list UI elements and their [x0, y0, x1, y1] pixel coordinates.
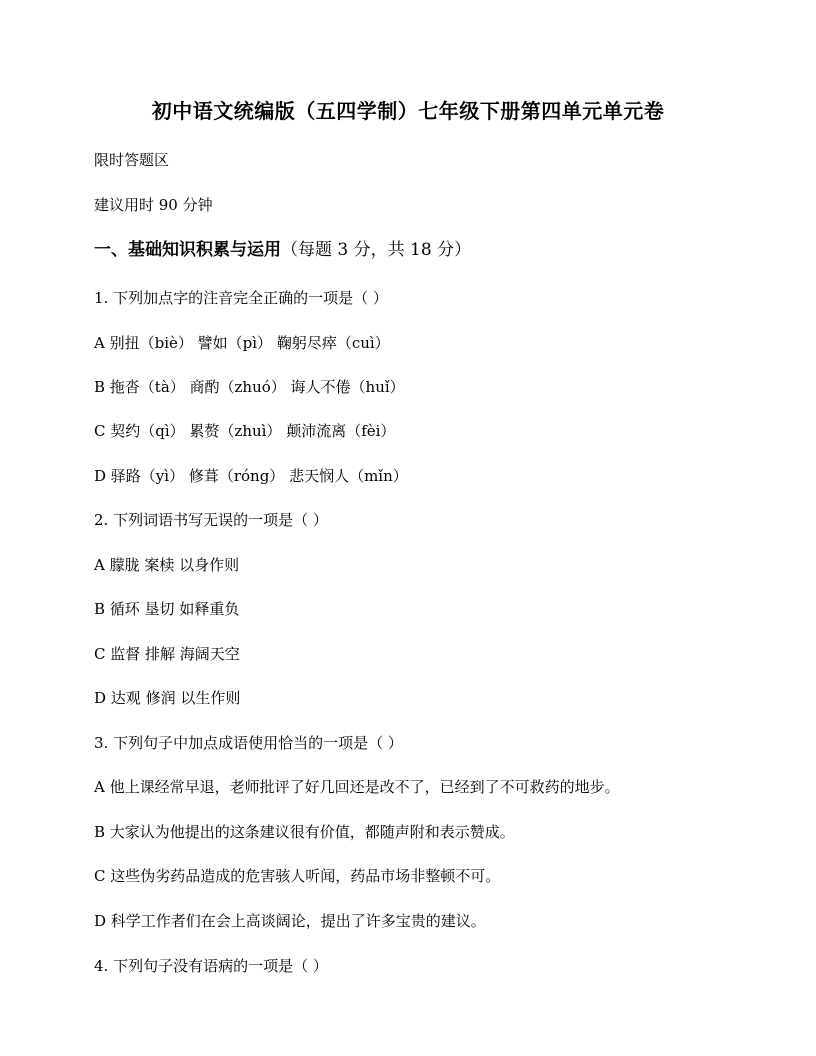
- section-title: 一、基础知识积累与运用: [94, 240, 281, 260]
- question-1-stem: 1. 下列加点字的注音完全正确的一项是（ ）: [94, 289, 388, 307]
- question-1-option-a: A 别扭（biè） 譬如（pì） 鞠躬尽瘁（cuì）: [94, 334, 390, 352]
- question-3-option-c: C 这些伪劣药品造成的危害骇人听闻，药品市场非整顿不可。: [94, 867, 501, 885]
- question-1-option-c: C 契约（qì） 累赘（zhuì） 颠沛流离（fèi）: [94, 422, 396, 440]
- question-2-stem: 2. 下列词语书写无误的一项是（ ）: [94, 511, 328, 529]
- question-2-option-a: A 朦胧 案椟 以身作则: [94, 556, 240, 574]
- document-title: 初中语文统编版（五四学制）七年级下册第四单元单元卷: [151, 99, 665, 123]
- question-3-option-b: B 大家认为他提出的这条建议很有价值，都随声附和表示赞成。: [94, 823, 515, 841]
- question-1-option-b: B 拖沓（tà） 商酌（zhuó） 诲人不倦（huǐ）: [94, 378, 405, 396]
- answer-zone-label: 限时答题区: [94, 151, 170, 169]
- question-3-option-d: D 科学工作者们在会上高谈阔论，提出了许多宝贵的建议。: [94, 912, 486, 930]
- question-1-option-d: D 驿路（yì） 修葺（róng） 悲天悯人（mǐn）: [94, 467, 408, 485]
- section-heading: [94, 240, 471, 260]
- question-3-stem: 3. 下列句子中加点成语使用恰当的一项是（ ）: [94, 734, 403, 752]
- question-2-option-d: D 达观 修润 以生作则: [94, 689, 241, 707]
- question-2-option-c: C 监督 排解 海阔天空: [94, 645, 240, 663]
- question-3-option-a: A 他上课经常早退，老师批评了好几回还是改不了，已经到了不可救药的地步。: [94, 778, 620, 796]
- question-4-stem: 4. 下列句子没有语病的一项是（ ）: [94, 957, 328, 975]
- suggested-time: 建议用时 90 分钟: [94, 196, 213, 214]
- question-2-option-b: B 循环 垦切 如释重负: [94, 600, 240, 618]
- section-score-note: （每题 3 分，共 18 分）: [281, 240, 472, 260]
